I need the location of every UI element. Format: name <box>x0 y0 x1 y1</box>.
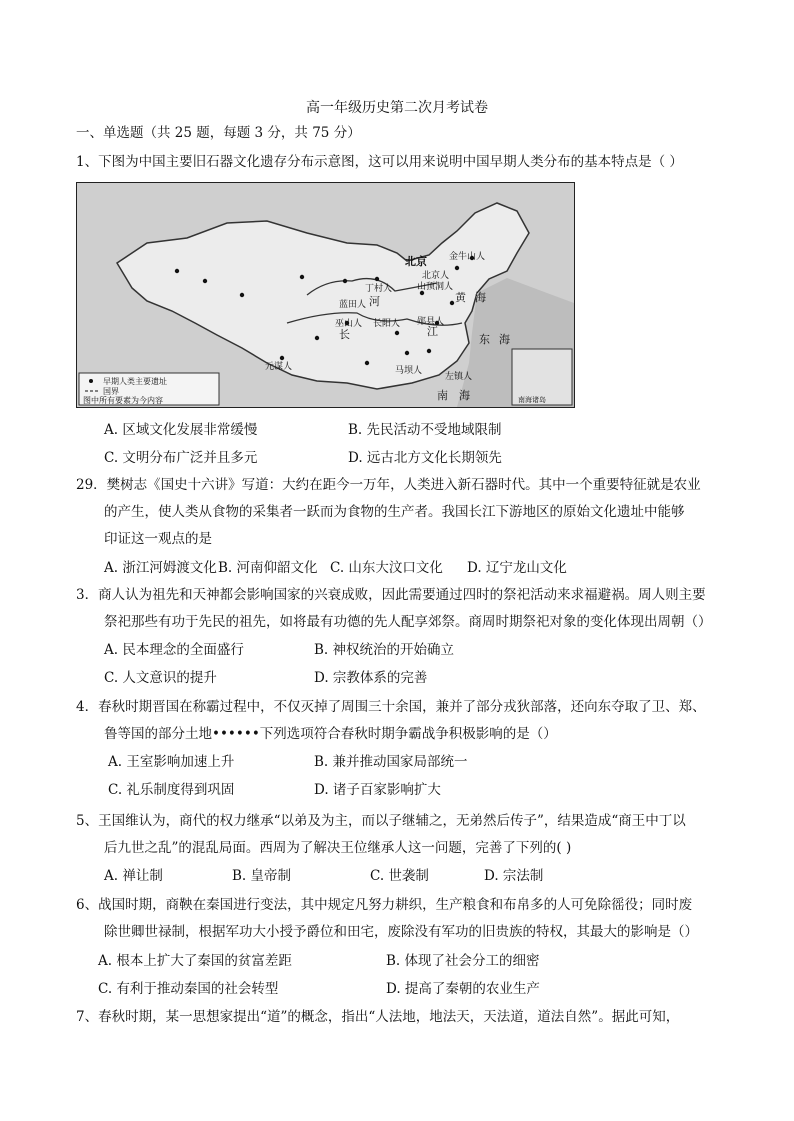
svg-text:金牛山人: 金牛山人 <box>449 252 486 262</box>
question-3-option-b[interactable]: B. 神权统治的开始确立 <box>314 642 455 658</box>
question-3-option-c[interactable]: C. 人文意识的提升 <box>104 670 217 686</box>
question-6-option-c[interactable]: C. 有利于推动秦国的社会转型 <box>98 981 279 997</box>
question-29-option-a[interactable]: A. 浙江河姆渡文化 <box>104 560 217 576</box>
svg-text:南海诸岛: 南海诸岛 <box>518 396 546 404</box>
svg-text:图中所有要素为今内容: 图中所有要素为今内容 <box>83 396 163 405</box>
question-1-option-a[interactable]: A. 区域文化发展非常缓慢 <box>104 422 258 438</box>
svg-text:南: 南 <box>437 389 448 402</box>
svg-text:蓝田人: 蓝田人 <box>339 300 367 310</box>
question-29-line-2: 的产生，使人类从食物的采集者一跃而为食物的生产者。我国长江下游地区的原始文化遗址中能够 <box>104 504 685 520</box>
svg-text:海: 海 <box>499 333 510 346</box>
question-29-option-b[interactable]: B. 河南仰韶文化 <box>218 560 318 576</box>
question-5-option-c[interactable]: C. 世袭制 <box>370 868 429 884</box>
question-29-line-1: 29．樊树志《国史十六讲》写道：大约在距今一万年，人类进入新石器时代。其中一个重要特征就是农业 <box>76 477 701 493</box>
svg-text:马坝人: 马坝人 <box>395 366 423 376</box>
question-6-option-b[interactable]: B. 体现了社会分工的细密 <box>386 953 540 969</box>
map-label-beijing: 北京 <box>405 255 427 268</box>
svg-text:丁村人: 丁村人 <box>365 284 393 294</box>
question-7-line-1: 7、春秋时期，某一思想家提出“道”的概念，指出“人法地，地法天，天法道，道法自然”。据此可知， <box>76 1009 680 1025</box>
question-4-option-c[interactable]: C. 礼乐制度得到巩固 <box>108 782 235 798</box>
question-1-option-b[interactable]: B. 先民活动不受地域限制 <box>348 422 502 438</box>
question-29-line-3: 印证这一观点的是 <box>104 531 212 547</box>
section-heading: 一、单选题（共 25 题，每题 3 分，共 75 分） <box>76 125 361 141</box>
page-title: 高一年级历史第二次月考试卷 <box>306 100 488 116</box>
question-5-option-d[interactable]: D. 宗法制 <box>484 868 544 884</box>
svg-text:山顶洞人: 山顶洞人 <box>417 282 454 292</box>
question-1-option-d[interactable]: D. 远古北方文化长期领先 <box>348 450 502 466</box>
svg-text:黄: 黄 <box>455 291 466 304</box>
question-6-line-2: 除世卿世禄制，根据军功大小授予爵位和田宅，废除没有军功的旧贵族的特权，其最大的影响是（） <box>104 924 698 940</box>
question-4-line-2: 鲁等国的部分土地••••••下列选项符合春秋时期争霸战争积极影响的是（） <box>104 726 557 742</box>
svg-text:左镇人: 左镇人 <box>445 372 473 382</box>
question-4-line-1: 4．春秋时期晋国在称霸过程中，不仅灭掉了周围三十余国，兼并了部分戎狄部落，还向东夺取了卫、郑、 <box>76 699 706 715</box>
question-4-option-d[interactable]: D. 诸子百家影响扩大 <box>314 782 441 798</box>
svg-text:河: 河 <box>369 295 380 308</box>
question-4-option-a[interactable]: A. 王室影响加速上升 <box>108 754 235 770</box>
question-1-line-1: 1、下图为中国主要旧石器文化遗存分布示意图，这可以用来说明中国早期人类分布的基本特点是（ ） <box>76 154 683 170</box>
question-4-option-b[interactable]: B. 兼并推动国家局部统一 <box>314 754 468 770</box>
svg-text:海: 海 <box>475 291 486 304</box>
question-3-line-2: 祭祀那些有功于先民的祖先，如将最有功德的先人配享郊祭。商周时期祭祀对象的变化体现出周朝（） <box>104 614 712 630</box>
map-graphic <box>77 183 574 407</box>
question-3-option-a[interactable]: A. 民本理念的全面盛行 <box>104 642 244 658</box>
svg-text:早期人类主要遗址: 早期人类主要遗址 <box>103 377 167 386</box>
question-29-option-d[interactable]: D. 辽宁龙山文化 <box>467 560 567 576</box>
question-5-line-2: 后九世之乱”的混乱局面。西周为了解决王位继承人这一问题，完善了下列的( ) <box>104 840 572 856</box>
question-5-option-a[interactable]: A. 禅让制 <box>104 868 163 884</box>
question-29-option-c[interactable]: C. 山东大汶口文化 <box>330 560 443 576</box>
svg-text:元谋人: 元谋人 <box>265 362 293 372</box>
svg-text:江: 江 <box>427 325 438 338</box>
svg-text:海: 海 <box>459 389 470 402</box>
svg-text:巫山人: 巫山人 <box>335 319 363 329</box>
question-6-option-d[interactable]: D. 提高了秦朝的农业生产 <box>386 981 540 997</box>
question-6-option-a[interactable]: A. 根本上扩大了秦国的贫富差距 <box>98 953 292 969</box>
question-5-line-1: 5、王国维认为，商代的权力继承“以弟及为主，而以子继辅之，无弟然后传子”，结果造成“商王中丁以 <box>76 813 686 829</box>
svg-text:东: 东 <box>479 333 490 346</box>
question-3-option-d[interactable]: D. 宗教体系的完善 <box>314 670 428 686</box>
svg-text:国界: 国界 <box>103 387 119 396</box>
svg-text:郧县人: 郧县人 <box>417 317 445 327</box>
svg-text:长: 长 <box>339 328 350 341</box>
question-1-option-c[interactable]: C. 文明分布广泛并且多元 <box>104 450 258 466</box>
svg-text:北京人: 北京人 <box>422 271 450 281</box>
question-6-line-1: 6、战国时期，商鞅在秦国进行变法，其中规定凡努力耕织，生产粮食和布帛多的人可免除徭役；同时废 <box>76 897 693 913</box>
question-3-line-1: 3．商人认为祖先和天神都会影响国家的兴衰成败，因此需要通过四时的祭祀活动来求福避祸。周人则主要 <box>76 587 706 603</box>
svg-text:长阳人: 长阳人 <box>373 319 401 329</box>
question-5-option-b[interactable]: B. 皇帝制 <box>232 868 292 884</box>
paleolithic-sites-map <box>76 182 575 408</box>
